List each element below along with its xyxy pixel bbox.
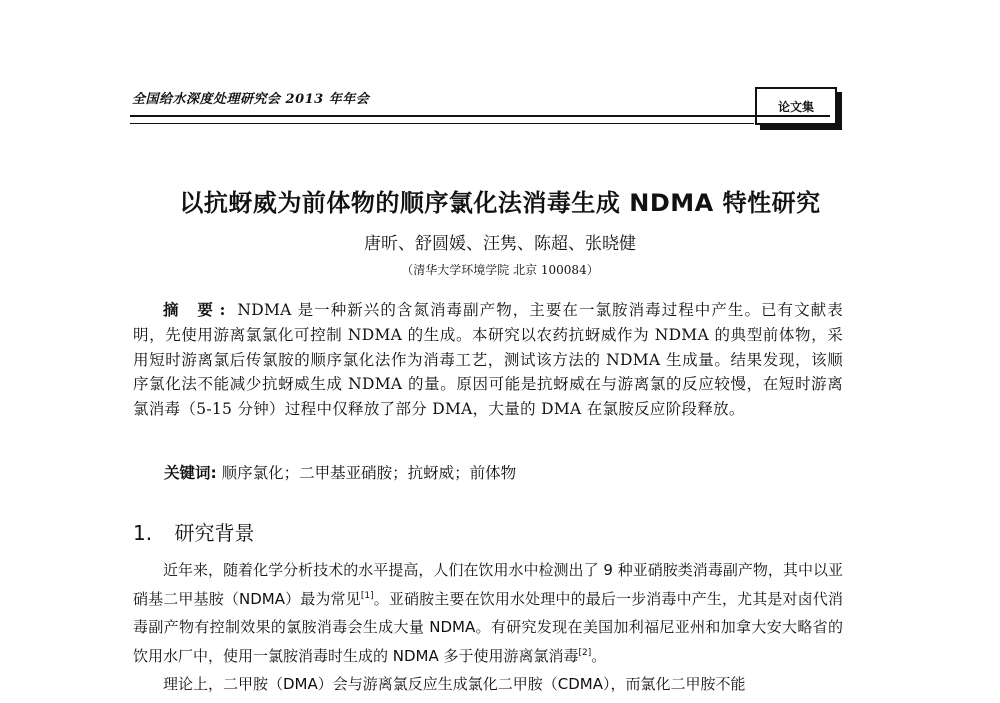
- citation: [2]: [578, 647, 592, 658]
- header-rule-thin: [130, 123, 754, 124]
- paragraph-text: 。: [591, 646, 607, 665]
- section-number: 1.: [133, 521, 153, 545]
- keywords: [164, 461, 844, 483]
- paragraph-text: 。亚硝胺主要在饮用水处理中的最后一步消毒中产生，尤其是对卤代消毒副产物有控制效果的氯胺消毒会生成大量 NDMA。有研究发现在美国加利福尼亚州和加拿大安大略省的饮用水厂中，使用一氯胺消毒时生成的 NDMA 多于使用游离氯消毒: [133, 589, 843, 665]
- header-rule: [130, 115, 830, 117]
- proceedings-tag: [755, 87, 837, 125]
- conference-header: 全国给水深度处理研究会 2013 年年会: [132, 92, 370, 107]
- paper-affiliation: （清华大学环境学院 北京 100084）: [401, 263, 599, 277]
- section-heading: [133, 517, 254, 546]
- keywords-label: 关键词:: [164, 464, 217, 482]
- paper-authors: 唐昕、舒圆媛、汪隽、陈超、张晓健: [364, 234, 636, 254]
- section-title: 研究背景: [174, 521, 255, 545]
- paragraph: [133, 670, 843, 699]
- paragraph-text: 理论上，二甲胺（DMA）会与游离氯反应生成氯化二甲胺（CDMA），而氯化二甲胺不能: [163, 675, 746, 694]
- abstract: [133, 298, 843, 422]
- abstract-label: 摘 要:: [163, 300, 232, 319]
- keywords-text: 顺序氯化；二甲基亚硝胺；抗蚜威；前体物: [221, 464, 517, 482]
- paragraph-text: 近年来，随着化学分析技术的水平提高，人们在饮用水中检测出了 9 种亚硝胺类消毒副产物，其中以亚硝基二甲基胺（NDMA）最为常见: [133, 561, 843, 608]
- paragraph: [133, 556, 843, 670]
- paper-title: 以抗蚜威为前体物的顺序氯化法消毒生成 NDMA 特性研究: [179, 189, 821, 217]
- body-text: [133, 556, 843, 699]
- proceedings-tag-label: 论文集: [777, 99, 814, 114]
- abstract-text: NDMA 是一种新兴的含氮消毒副产物，主要在一氯胺消毒过程中产生。已有文献表明，先使用游离氯氯化可控制 NDMA 的生成。本研究以农药抗蚜威作为 NDMA 的典型前体物，采用短时游离氯后传氯胺的顺序氯化法作为消毒工艺，测试该方法的 NDMA 生成量。结果发现，该顺序氯化法不能减少抗蚜威生成 NDMA 的量。原因可能是抗蚜威在与游离氯的反应较慢，在短时游离氯消毒（5-15 分钟）过程中仅释放了部分 DMA，大量的 DMA 在氯胺反应阶段释放。: [133, 301, 843, 419]
- citation: [1]: [360, 590, 374, 601]
